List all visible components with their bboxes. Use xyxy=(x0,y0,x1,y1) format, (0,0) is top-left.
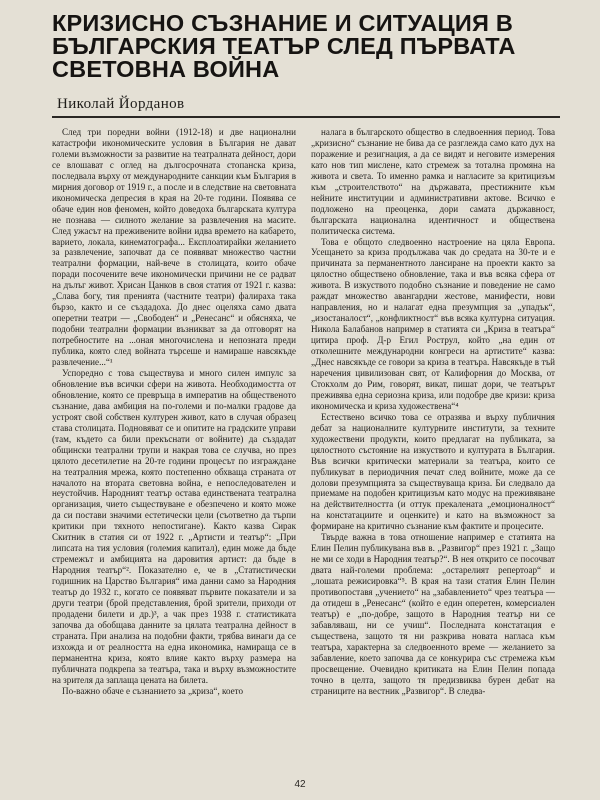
article-title xyxy=(52,12,562,81)
right-paragraph-2: Това е общото следвоенно настроение на цяла Европа. Усещането за криза продължава чак до средата на 30-те и е причината за перманентното лансиране на проекти както за цялостно обществено обновление, така и във всяка сфера от живота. В изкуството подобно съзнание и поведение не само раждат множество авангардни жестове, манифести, нови направления, но и налагат една презумпция за „упадък“, „изостаналост“, „конфликтност“ във всяка културна ситуация. Никола Балабанов например в статията си „Криза в театъра“ цитира проф. Д-р Егил Рострул, който „на един от отколешните международни конгреси на артистите“ казва: „Днес навсякъде се говори за криза в театъра. Навсякъде в тъй наречения цивилизован свят, от Калифорния до Москва, от Стокхолм до Рим, говорят, викат, пишат дори, че театърът преживява една сериозна криза, или подобре две кризи: криза икономическа и криза художествена“⁴ xyxy=(311,236,555,411)
title-divider xyxy=(52,116,560,118)
right-paragraph-1: налага в българското общество в следвоенния период. Това „кризисно“ съзнание не бива да се разглежда само като дух на поражение и резигнация, а да се видят и неговите измерения като нов тип мислене, като стремеж за тотална промяна на живота и света. То именно рамка и нагласите за критицизъм към „строителството“ на държавата, престижните към нейните институции и административни актове. Всичко е подложено на преоценка, дори самата държавност, българската национална идентичност и обществена политическа система. xyxy=(311,127,555,236)
article-author: Николай Йорданов xyxy=(57,96,185,112)
left-paragraph-3: По-важно обаче е съзнанието за „криза“, което xyxy=(62,685,244,696)
left-paragraph-2: Успоредно с това съществува и много силен импулс за обновление във всички сфери на живота. Необходимостта от обновление, която се превръща в императив на общественото съзнание, дава амбиция на по-големи и по-малки градове да устроят свой собствен културен живот, като в случая образец става столицата. Подновяват се и опитите на градските управи (там, където са били прекъснати от войните) да създадат общински театрални трупи и накрая това се случва, но през цялото десетилетие на 20-те години процесът по изграждане на театралния мрежа, която постепенно обхваща страната от началото на втората световна война, е непоследователен и неустойчив. Народният театър остава единствената театрална организация, чието съществуване е обезпечено и която може да си постави значими естетически цели (съответно да търпи критики при тяхното непостигане). Както казва Сирак Скитник в статия си от 1922 г. „Артисти и театър“: „При липсата на тия условия (големия капитал), един може да бъде стремежът и амбицията на даровития артист: да бъде в Народния театър“². Показателно е, че в „Статистически годишник на Царство България“ има данни само за Народния театър до 1932 г., когато се появяват първите показатели и за други театри (брой представления, брой зрители, приходи от продадени билети и др.)³, а чак през 1938 г. статистиката започва да обобщава данните за цялата театрална дейност в страната. При анализа на подобни факти, трябва винаги да се изхожда и от реалността на една икономика, намираща се в перманентна криза, която влияе както върху размера на публичната подкрепа за театъра, така и върху възможностите на зрителя да заплаща цената на билета. xyxy=(52,367,296,685)
right-paragraph-3: Естествено всичко това се отразява и върху публичния дебат за националните културните институти, за техните художествени продукти, които предлагат на публиката, за цялостното състояние на изкуството и културата в България. Във всички критически материали за театъра, които се публикуват в периодичния печат след войните, може да се долови презумпцията за съществуваща криза. Би следвало да приемаме на подобен критицизъм като модус на преживяване на действителността (и оттук прекалената „емоционалност“ на констатациите и оценките) и като на възможност за формиране на критично съзнание към фактите и процесите. xyxy=(311,411,555,532)
right-column xyxy=(311,127,555,772)
left-paragraph-1: След три поредни войни (1912-18) и две национални катастрофи икономическите условия в България не дават големи възможности за развитие на театралната дейност, дори се влошават с оглед на дългосрочната стопанска криза, последвала върху от международните санкции към България в мирния договор от 1919 г., а после и в следствие на световната икономическа депресия в края на 20-те години. Появява се обаче един нов феномен, който доведоха българската култура не познава — силното желание за развлечения на масите. След ужасът на преживените войни идва времето на кабарето, варието, локала, кинематографа... Експлоатирайки желанието за развлечение, започват да се появяват множество частни театрални формации, най-вече в столицата, които обаче поради посочените вече икономически причини не се радват на дълъг живот. Хрисан Цанков в своя статия от 1921 г. казва: „Слава богу, тия пренията (частните театри) фалираха така бързо, както и се създадоха. До днес оцеляха само двата оперетни театри — „Свободен“ и „Ренесанс“ и обясняха, че подобни театрални формации възникват за да отговорят на потребностите на ...оная многочислена и непозната преди публика, която след войната търсеше и намираше навсякъде развлечение...“¹ xyxy=(52,127,296,368)
left-column xyxy=(52,127,296,772)
right-paragraph-4: Твърде важна в това отношение например е статията на Елин Пелин публикувана във в. „Развигор“ през 1921 г. „Защо не ми се ходи в Народния театър?“. В нея откритo се посочват двата най-големи проблема: „остарелият репертоар“ и „лошата режисировка“⁵. В края на тази статия Елин Пелин противопоставя „учението“ на „забавлението“ чрез театъра — да отидеш в „Ренесанс“ (който е един оперетен, комерсиален театър) е „по-добре, защото в Народния театър ни се забавляваш, ни се учиш“. Последната констатация е съществена, защото тя ни разкрива новата нагласа към театъра, характерна за следвоенното време — желанието за забавление, което започва да се конкурира със стремежа към просвещение. Очевидно критиката на Елин Пелин попада точно в целта, защото тя предизвиква бурен дебат на страниците на вестник „Развигор“. В следва- xyxy=(311,532,555,696)
title-line-3: СВЕТОВНА ВОЙНА xyxy=(52,56,280,82)
title-line-2: БЪЛГАРСКИЯ ТЕАТЪР СЛЕД ПЪРВАТА xyxy=(52,33,516,59)
title-line-1: КРИЗИСНО СЪЗНАНИЕ И СИТУАЦИЯ В xyxy=(52,10,514,36)
page-number: 42 xyxy=(294,779,306,790)
